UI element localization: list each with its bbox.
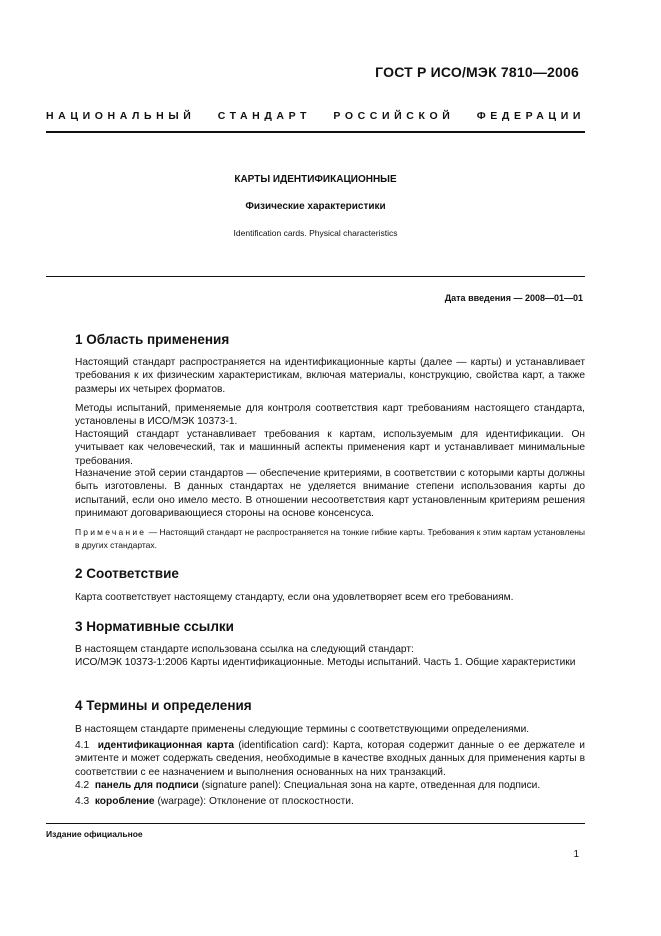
term-4-2-definition: (signature panel): Специальная зона на карте, отведенная для подписи. [198, 780, 541, 791]
introduction-date: Дата введения — 2008—01—01 [444, 293, 583, 303]
section-3-paragraph-1: В настоящем стандарте использована ссылка на следующий стандарт: [75, 644, 414, 655]
section-1-paragraph-4: Назначение этой серии стандартов — обеспечение критериями, в соответствии с которыми карты должны быть изготовлены. В данных стандартах не уделяется внимание степени использования карты до испытаний, если оно имело место. В отношении несоответствия карт установленным критериям решения принимают договаривающиеся стороны на основе консенсуса. [75, 468, 585, 519]
term-4-2-term: панель для подписи [94, 780, 199, 791]
document-english-title: Identification cards. Physical characteristics [233, 228, 398, 238]
note-label: Примечание [75, 527, 147, 537]
term-4-1-number: 4.1 [75, 740, 90, 751]
section-3-heading: 3 Нормативные ссылки [75, 619, 234, 634]
term-4-3-definition: (warpage): Отклонение от плоскостности. [154, 796, 354, 807]
document-subtitle: Физические характеристики [245, 201, 386, 212]
section-1-paragraph-2: Методы испытаний, применяемые для контроля соответствия карт требованиям настоящего стандарта, установлены в ИСО/МЭК 10373-1. [75, 403, 585, 428]
term-4-2 [75, 779, 585, 792]
term-4-2-number: 4.2 [75, 780, 90, 791]
document-title: КАРТЫ ИДЕНТИФИКАЦИОННЫЕ [234, 174, 397, 185]
term-4-1 [75, 739, 585, 779]
section-4-paragraph-1: В настоящем стандарте применены следующие термины с соответствующими определениями. [75, 724, 530, 735]
standard-code: ГОСТ Р ИСО/МЭК 7810—2006 [375, 64, 579, 80]
section-4-heading: 4 Термины и определения [75, 698, 252, 713]
term-4-3-number: 4.3 [75, 796, 90, 807]
term-4-1-term: идентификационная карта [97, 740, 235, 751]
term-4-3 [75, 795, 585, 808]
section-1-paragraph-1: Настоящий стандарт распространяется на идентификационные карты (далее — карты) и устанавливает требования к их физическим характеристикам, включая материалы, конструкцию, свойства карт, а также размеры их четырех форматов. [75, 357, 585, 395]
footer-rule [46, 823, 585, 824]
title-rule [46, 276, 585, 277]
section-1-paragraph-3: Настоящий стандарт устанавливает требования к картам, используемым для идентификации. Он учитывает как человеческий, так и машинный аспекты применения карт и устанавливает минимальные требования. [75, 429, 585, 467]
national-standard-title: НАЦИОНАЛЬНЫЙ СТАНДАРТ РОССИЙСКОЙ ФЕДЕРАЦИИ [46, 110, 585, 122]
term-4-3-term: коробление [94, 796, 155, 807]
section-2-paragraph-1: Карта соответствует настоящему стандарту, если она удовлетворяет всем его требованиям. [75, 592, 514, 603]
section-1-note [75, 526, 585, 553]
term-4-1-definition: (identification card): Карта, которая содержит данные о ее держателе и эмитенте и может содержать сведения, необходимые в качестве входных данных для применения карты в соответствии с ее назначением и выполнения основанных на них транзакций. [75, 740, 585, 778]
section-2-heading: 2 Соответствие [75, 566, 179, 581]
official-edition-label: Издание официальное [46, 829, 143, 839]
note-text: — Настоящий стандарт не распространяется на тонкие гибкие карты. Требования к этим картам установлены в других стандартах. [75, 527, 585, 551]
section-1-heading: 1 Область применения [75, 332, 230, 347]
section-3-paragraph-2: ИСО/МЭК 10373-1:2006 Карты идентификационные. Методы испытаний. Часть 1. Общие характеристики [75, 657, 576, 668]
header-rule [46, 131, 585, 133]
page-number: 1 [573, 849, 579, 860]
